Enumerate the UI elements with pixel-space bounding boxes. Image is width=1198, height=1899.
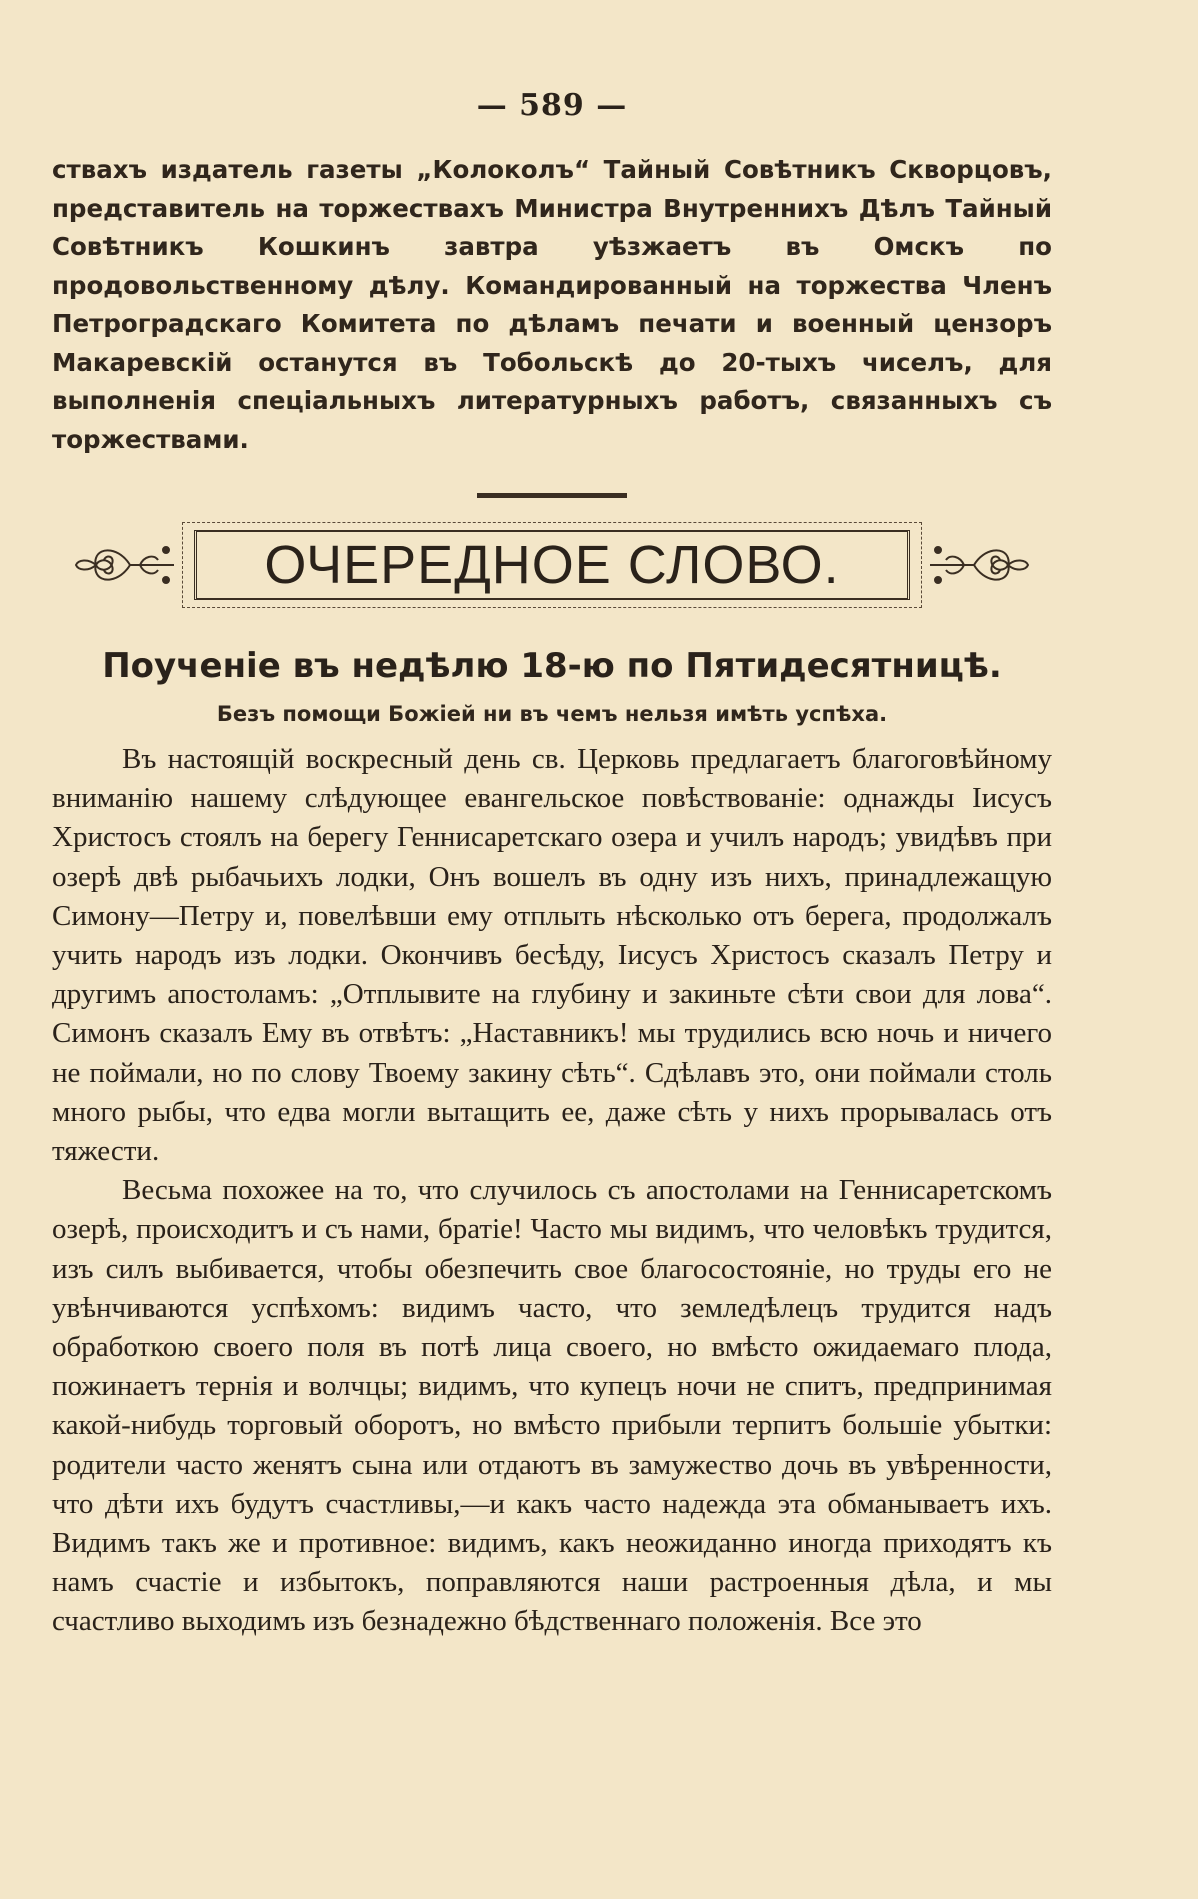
right-scroll-ornament-icon xyxy=(924,528,1034,602)
section-divider xyxy=(477,493,627,498)
body-paragraph-1: Въ настоящій воскресный день св. Церковь предлагаетъ благоговѣйному вниманію нашему слѣдующее евангельское повѣствованіе: однажды Іисусъ Христосъ стоялъ на берегу Геннисаретскаго озера и училъ народъ; увидѣвъ при озерѣ двѣ рыбачьихъ лодки, Онъ вошелъ въ одну изъ нихъ, принадлежащую Симону—Петру и, повелѣвши ему отплыть нѣсколько отъ берега, продолжалъ учить народъ изъ лодки. Окончивъ бесѣду, Іисусъ Христосъ сказалъ Петру и другимъ апостоламъ: „Отплывите на глубину и закиньте сѣти свои для лова“. Симонъ сказалъ Ему въ отвѣтъ: „Наставникъ! мы трудились всю ночь и ничего не поймали, но по слову Твоему закину сѣть“. Сдѣлавъ это, они поймали столь много рыбы, что едва могли вытащить ее, даже сѣть у нихъ прорывалась отъ тяжести. xyxy=(52,743,1052,1168)
heading-inner-frame xyxy=(194,530,910,600)
continuation-paragraph: ствахъ издатель газеты „Колоколъ“ Тайный Совѣтникъ Скворцовъ, представитель на торжествахъ Министра Внутреннихъ Дѣлъ Тайный Совѣтникъ Кошкинъ завтра уѣзжаетъ въ Омскъ по продовольственному дѣлу. Командированный на торжества Членъ Петроградскаго Комитета по дѣламъ печати и военный цензоръ Макаревскій останутся въ Тобольскѣ до 20-тыхъ чиселъ, для выполненія спеціальныхъ литературныхъ работъ, связанныхъ съ торжествами. xyxy=(52,155,1052,454)
section-heading-block xyxy=(52,516,1052,618)
body-paragraph-2: Весьма похожее на то, что случилось съ апостолами на Геннисаретскомъ озерѣ, происходитъ и съ нами, братіе! Часто мы видимъ, что человѣкъ трудится, изъ силъ выбивается, чтобы обезпечить свое благосостояніе, но труды его не увѣнчиваются успѣхомъ: видимъ часто, что земледѣлецъ трудится надъ обработкою своего поля въ потѣ лица своего, но вмѣсто ожидаемаго плода, пожинаетъ тернія и волчцы; видимъ, что купецъ ночи не спитъ, предпринимая какой-нибудь торговый оборотъ, но вмѣсто прибыли терпитъ большіе убытки: родители часто женятъ сына или отдаютъ въ замужество дочь въ увѣренности, что дѣти ихъ будутъ счастливы,—и какъ часто надежда эта обманываетъ ихъ. Видимъ такъ же и противное: видимъ, какъ неожиданно иногда приходятъ къ намъ счастіе и избытокъ, поправляются наши растроенныя дѣла, и мы счастливо выходимъ изъ безнадежно бѣдственнаго положенія. Все это xyxy=(52,1174,1052,1638)
left-scroll-ornament-icon xyxy=(70,528,180,602)
section-heading: ОЧЕРЕДНОЕ СЛОВО. xyxy=(264,535,840,595)
epigraph: Безъ помощи Божіей ни въ чемъ нельзя имѣть успѣха. xyxy=(216,702,888,726)
page xyxy=(52,88,1052,1642)
page-number: — 589 — xyxy=(476,88,628,123)
sermon-title: Поученіе въ недѣлю 18-ю по Пятидесятницѣ. xyxy=(102,646,1002,686)
